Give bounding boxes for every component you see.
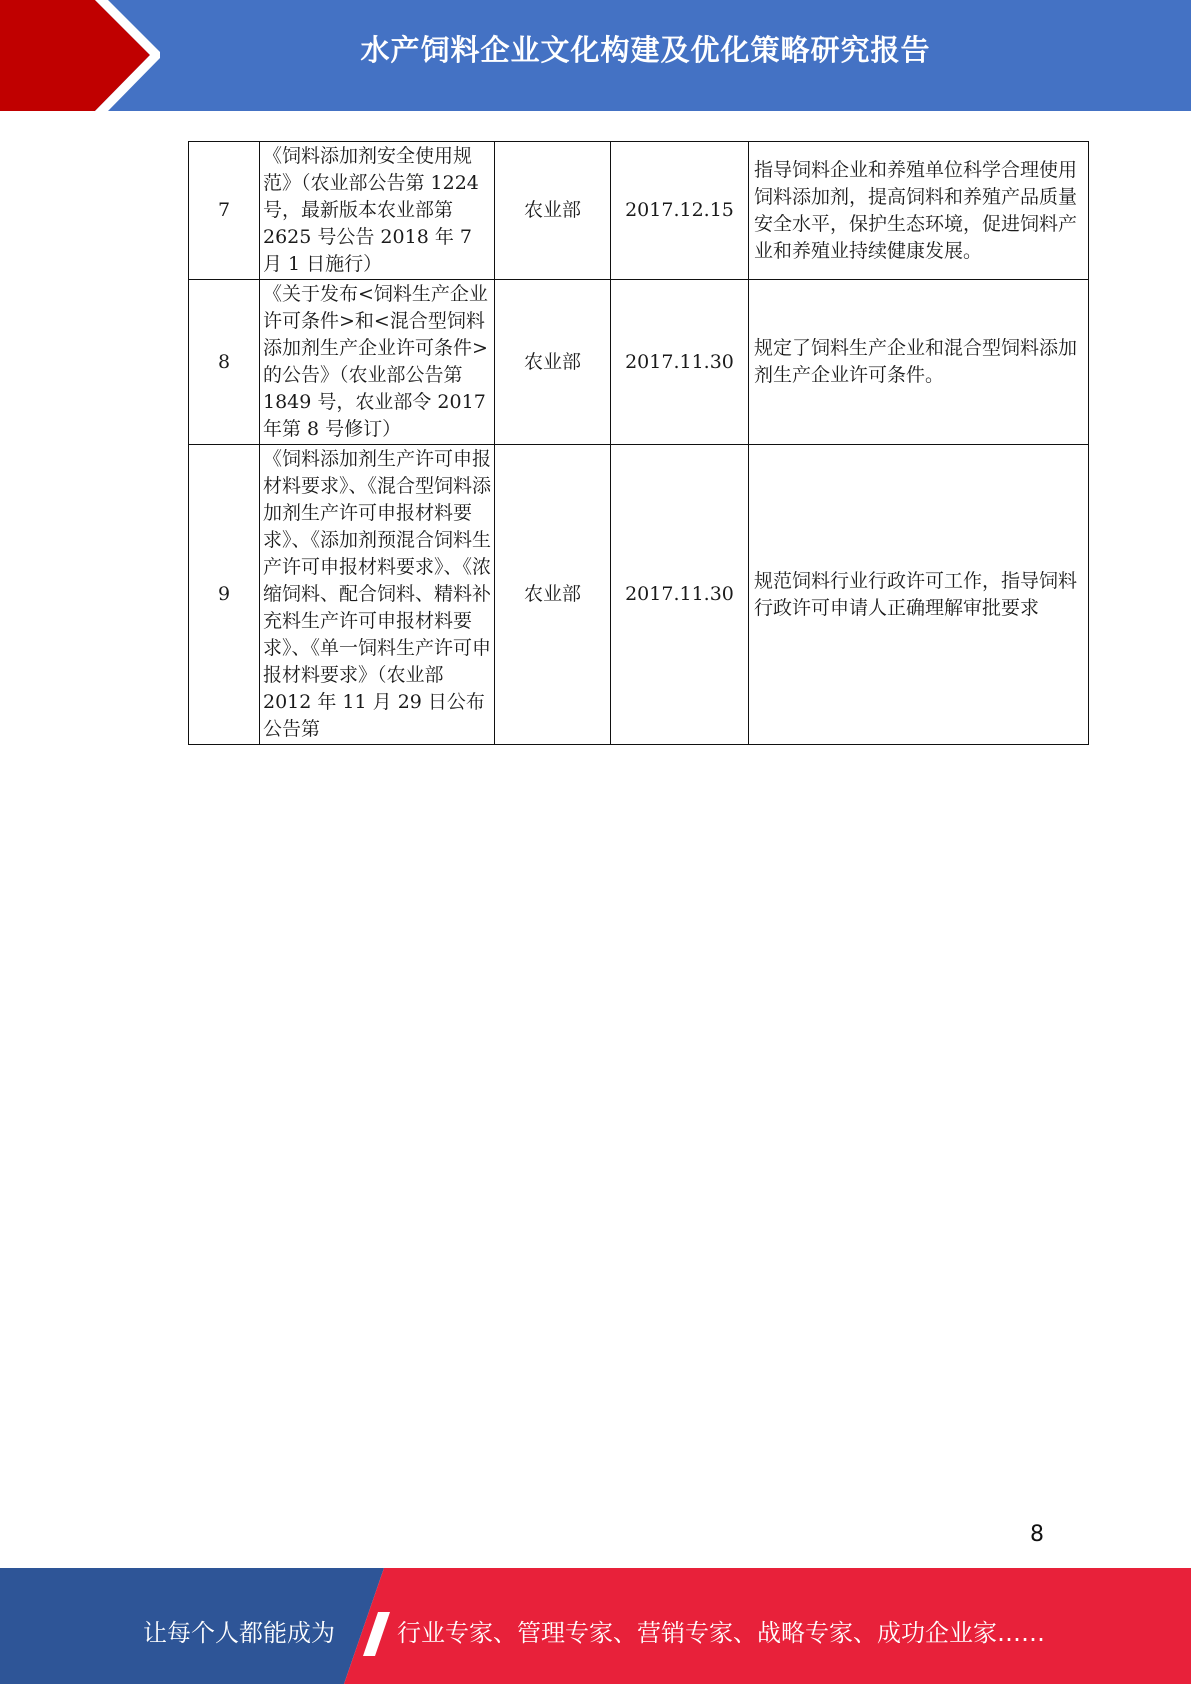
table-row	[189, 280, 1089, 445]
page-number: 8	[1030, 1522, 1044, 1547]
department: 农业部	[495, 142, 611, 280]
description: 指导饲料企业和养殖单位科学合理使用饲料添加剂，提高饲料和养殖产品质量安全水平，保护生态环境，促进饲料产业和养殖业持续健康发展。	[754, 158, 1078, 262]
row-number: 9	[189, 445, 260, 745]
regulation-name: 《关于发布<饲料生产企业许可条件>和<混合型饲料添加剂生产企业许可条件>的公告》（农业部公告第 1849 号，农业部令 2017 年第 8 号修订）	[263, 283, 488, 440]
footer-banner	[0, 1568, 1191, 1684]
description-cell	[749, 142, 1089, 280]
regulation-name: 《饲料添加剂安全使用规范》（农业部公告第 1224 号，最新版本农业部第 2625 号公告 2018 年 7 月 1 日施行）	[263, 145, 479, 275]
regulation-name: 《饲料添加剂生产许可申报材料要求》、《混合型饲料添加剂生产许可申报材料要求》、《添加剂预混合饲料生产许可申报材料要求》、《浓缩饲料、配合饲料、精料补充料生产许可申报材料要求》、《单一饲料生产许可申报材料要求》（农业部 2012 年 11 月 29 日公布公告第	[263, 448, 492, 740]
description-cell	[749, 280, 1089, 445]
description-cell	[749, 445, 1089, 745]
regulation-name-cell	[260, 280, 495, 445]
row-number: 7	[189, 142, 260, 280]
department: 农业部	[495, 445, 611, 745]
footer-slogan-right: 行业专家、管理专家、营销专家、战略专家、成功企业家……	[397, 1619, 1045, 1647]
date: 2017.12.15	[611, 142, 749, 280]
department: 农业部	[495, 280, 611, 445]
header-banner	[0, 0, 1191, 111]
date: 2017.11.30	[611, 445, 749, 745]
regulation-name-cell	[260, 142, 495, 280]
table-row	[189, 445, 1089, 745]
regulation-name-cell	[260, 445, 495, 745]
row-number: 8	[189, 280, 260, 445]
date: 2017.11.30	[611, 280, 749, 445]
description: 规范饲料行业行政许可工作，指导饲料行政许可申请人正确理解审批要求	[754, 569, 1078, 619]
footer-slogan-left: 让每个人都能成为	[143, 1619, 335, 1647]
header-title: 水产饲料企业文化构建及优化策略研究报告	[360, 33, 931, 67]
description: 规定了饲料生产企业和混合型饲料添加剂生产企业许可条件。	[754, 337, 1078, 386]
table-row	[189, 142, 1089, 280]
regulation-table	[188, 141, 1089, 745]
